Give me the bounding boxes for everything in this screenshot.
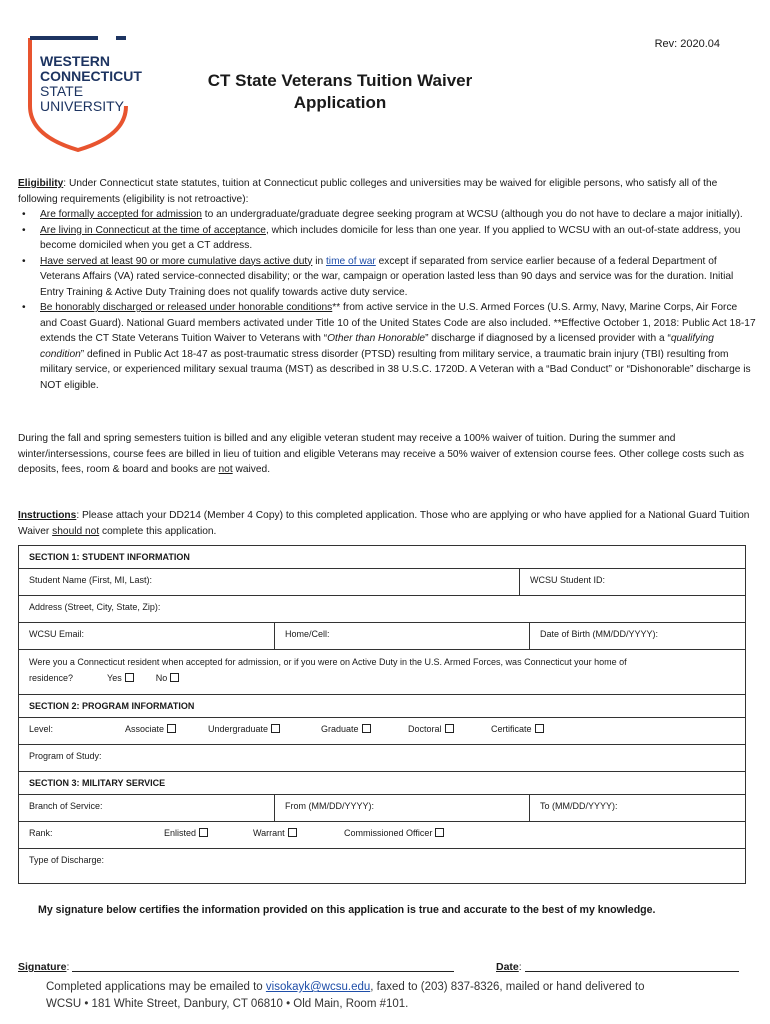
certificate-checkbox[interactable] (535, 724, 544, 733)
rank-row (19, 822, 745, 849)
application-form (18, 545, 746, 884)
section-3-header (19, 772, 745, 795)
instructions (18, 508, 756, 539)
signature-line[interactable] (72, 971, 454, 972)
title-line-1: CT State Veterans Tuition Waiver (207, 71, 473, 90)
email-label: WCSU Email: (29, 629, 85, 639)
requirement-1-key: Are formally accepted for admission (40, 209, 202, 220)
contact-email-link[interactable]: visokayk@wcsu.edu (265, 981, 371, 993)
tuition-end: waived. (232, 464, 271, 475)
student-name-row (19, 569, 745, 596)
contact-row (19, 623, 745, 650)
discharge-label: Type of Discharge: (29, 855, 105, 865)
section-1-header (19, 546, 745, 569)
branch-label: Branch of Service: (29, 801, 103, 811)
enlisted-label: Enlisted (164, 828, 197, 838)
tuition-text: During the fall and spring semesters tuition is billed and any eligible veteran student may receive a 100% waiver of tuition. During the summer and winter/intersessions, course fees are billed in lieu of tuition and eligible Veterans may receive a 50% waiver of extension course fees. Other college costs such as deposits, fees, room & board and books are (18, 433, 744, 475)
level-row (19, 718, 745, 745)
revision-label: Rev: 2020.04 (654, 38, 720, 50)
address-row (19, 596, 745, 623)
enlisted-option[interactable] (164, 828, 208, 838)
certificate-label: Certificate (491, 724, 532, 734)
date-label: Date (496, 961, 519, 973)
instructions-text: : Please attach your DD214 (Member 4 Copy) to this completed application. Those who are applying or who have applied for a National Guard Tuition Waiver (18, 510, 750, 537)
phone-label: Home/Cell: (285, 629, 330, 639)
program-field[interactable] (19, 745, 745, 771)
level-label: Level: (29, 724, 54, 734)
program-label: Program of Study: (29, 751, 102, 761)
service-row (19, 795, 745, 822)
requirement-4-text-a: ** from active service in the U.S. Armed Forces (U.S. Army, Navy, Marine Corps, Air Force and Coast Guard). National Guard members activated under Title 10 of the United States Code are also included. **Effective October 1, 2018: Public Act 18-17 extends the CT State Veterans Tuition Waiver to Veterans with “ (40, 302, 756, 344)
requirement-4-key: Be honorably discharged or released under honorable conditions (40, 302, 333, 313)
page-title (190, 70, 490, 114)
instructions-end: complete this application. (99, 525, 217, 537)
requirement-item (18, 254, 756, 301)
student-name-label: Student Name (First, MI, Last): (29, 575, 153, 585)
requirement-2-text: , which includes domicile for less than one year. If you applied to WCSU with an out-of-state address, you become domiciled when you get a CT address. (40, 224, 741, 251)
requirement-3-text: except if separated from service earlier because of a federal Department of Veterans Affairs (VA) rated service-connected disability; or the war, campaign or operation lasted less than 90 days and service was for the duration. Initial Entry Training & Active Duty Training does not qualify towards active duty service. (40, 255, 734, 298)
footer-email-prefix: Completed applications may be emailed to (46, 981, 266, 993)
dob-field[interactable] (529, 623, 745, 649)
date-line[interactable] (525, 971, 739, 972)
eligibility-section (18, 176, 756, 393)
requirement-4-italic-2: qualifying condition (40, 333, 714, 360)
from-field[interactable] (274, 795, 529, 821)
discharge-row (19, 849, 745, 883)
undergraduate-checkbox[interactable] (271, 724, 280, 733)
doctoral-option[interactable] (408, 724, 454, 734)
residency-question (19, 650, 745, 694)
requirement-1-text: to an undergraduate/graduate degree seeking program at WCSU (although you do not have to declare a major initially). (201, 209, 743, 220)
no-label: No (155, 673, 168, 683)
dob-label: Date of Birth (MM/DD/YYYY): (540, 629, 659, 639)
address-label: Address (Street, City, State, Zip): (29, 602, 161, 612)
footer-line-2: WCSU • 181 White Street, Danbury, CT 06810 • Old Main, Room #101. (46, 998, 409, 1010)
discharge-field[interactable] (19, 849, 745, 883)
commissioned-label: Commissioned Officer (344, 828, 433, 838)
logo-line-connecticut: CONNECTICUT (40, 68, 142, 84)
student-id-label: WCSU Student ID: (530, 575, 606, 585)
graduate-checkbox[interactable] (362, 724, 371, 733)
no-checkbox[interactable] (170, 673, 179, 682)
yes-option[interactable] (107, 673, 134, 683)
logo-line-state: STATE (40, 83, 84, 99)
address-field[interactable] (19, 596, 745, 622)
yes-label: Yes (107, 673, 122, 683)
section-3-title: SECTION 3: MILITARY SERVICE (29, 778, 166, 788)
from-label: From (MM/DD/YYYY): (285, 801, 374, 811)
program-row (19, 745, 745, 772)
certification-statement: My signature below certifies the information provided on this application is true and accurate to the best of my knowledge. (38, 904, 656, 916)
student-name-field[interactable] (19, 569, 519, 595)
requirement-4-text-b: ” discharge if diagnosed by a licensed provider with a “ (425, 333, 671, 344)
doctoral-label: Doctoral (408, 724, 442, 734)
section-2-header (19, 695, 745, 718)
footer-fax-text: , faxed to (203) 837-8326, mailed or hand delivered to (370, 981, 645, 993)
eligibility-label: Eligibility (18, 178, 64, 189)
graduate-label: Graduate (321, 724, 359, 734)
date-block: Date: (496, 961, 739, 973)
residency-question-line-1: Were you a Connecticut resident when accepted for admission, or if you were on Active Duty in the U.S. Armed Forces, was Connecticut your home of (29, 657, 627, 667)
rank-label: Rank: (29, 828, 53, 838)
warrant-label: Warrant (253, 828, 285, 838)
associate-checkbox[interactable] (167, 724, 176, 733)
requirement-item (18, 207, 756, 223)
no-option[interactable] (156, 673, 180, 683)
eligibility-intro (18, 176, 756, 207)
branch-field[interactable] (19, 795, 274, 821)
associate-label: Associate (125, 724, 165, 734)
to-field[interactable] (529, 795, 745, 821)
phone-field[interactable] (274, 623, 529, 649)
undergraduate-label: Undergraduate (208, 724, 269, 734)
yes-checkbox[interactable] (125, 673, 134, 682)
commissioned-checkbox[interactable] (435, 828, 444, 837)
email-field[interactable] (19, 623, 274, 649)
residency-question-line-2 (29, 670, 745, 686)
submission-footer (46, 979, 736, 1013)
requirements-list (18, 207, 756, 393)
tuition-not: not (218, 464, 233, 475)
warrant-option[interactable] (253, 828, 297, 838)
requirement-item (18, 223, 756, 254)
tuition-paragraph (18, 431, 756, 478)
requirement-2-key: Are living in Connecticut at the time of acceptance (40, 224, 266, 236)
requirement-3-in: in (312, 255, 326, 267)
logo-line-western: WESTERN (40, 53, 110, 69)
section-1-title: SECTION 1: STUDENT INFORMATION (29, 552, 190, 562)
to-label: To (MM/DD/YYYY): (540, 801, 618, 811)
student-id-field[interactable] (519, 569, 745, 595)
associate-option[interactable] (125, 724, 176, 734)
residency-row (19, 650, 745, 695)
title-line-2: Application (293, 93, 387, 112)
signature-block: Signature: (18, 961, 454, 973)
requirement-item (18, 300, 756, 393)
warrant-checkbox[interactable] (288, 828, 297, 837)
requirement-4-italic-1: Other than Honorable (327, 333, 426, 344)
instructions-label: Instructions (18, 510, 77, 521)
requirement-3-key: Have served at least 90 or more cumulative days active duty (40, 255, 313, 267)
graduate-option[interactable] (321, 724, 371, 734)
certificate-option[interactable] (491, 724, 544, 734)
instructions-should-not: should not (52, 525, 100, 537)
eligibility-intro-text: : Under Connecticut state statutes, tuition at Connecticut public colleges and universities may be waived for eligible persons, who satisfy all of the following requirements (eligibility is not retroactive): (18, 178, 718, 205)
requirement-4-text-c: ” defined in Public Act 18-47 as post-traumatic stress disorder (PTSD) resulting from military service, a traumatic brain injury (TBI) resulting from military service, or experienced military sexual trauma (MST) as described in 38 U.S.C. 1720D. A Veteran with a “Bad Conduct” or “Dishonorable” discharge is NOT eligible. (40, 348, 751, 391)
doctoral-checkbox[interactable] (445, 724, 454, 733)
section-2-title: SECTION 2: PROGRAM INFORMATION (29, 701, 195, 711)
undergraduate-option[interactable] (208, 724, 280, 734)
logo-line-university: UNIVERSITY (40, 98, 125, 114)
signature-label: Signature (18, 961, 67, 973)
residency-label: residence? (29, 673, 74, 683)
footer-line-1 (46, 979, 736, 996)
time-of-war-link[interactable]: time of war (325, 255, 376, 267)
enlisted-checkbox[interactable] (199, 828, 208, 837)
commissioned-option[interactable] (344, 828, 444, 838)
wcsu-logo (28, 36, 168, 152)
